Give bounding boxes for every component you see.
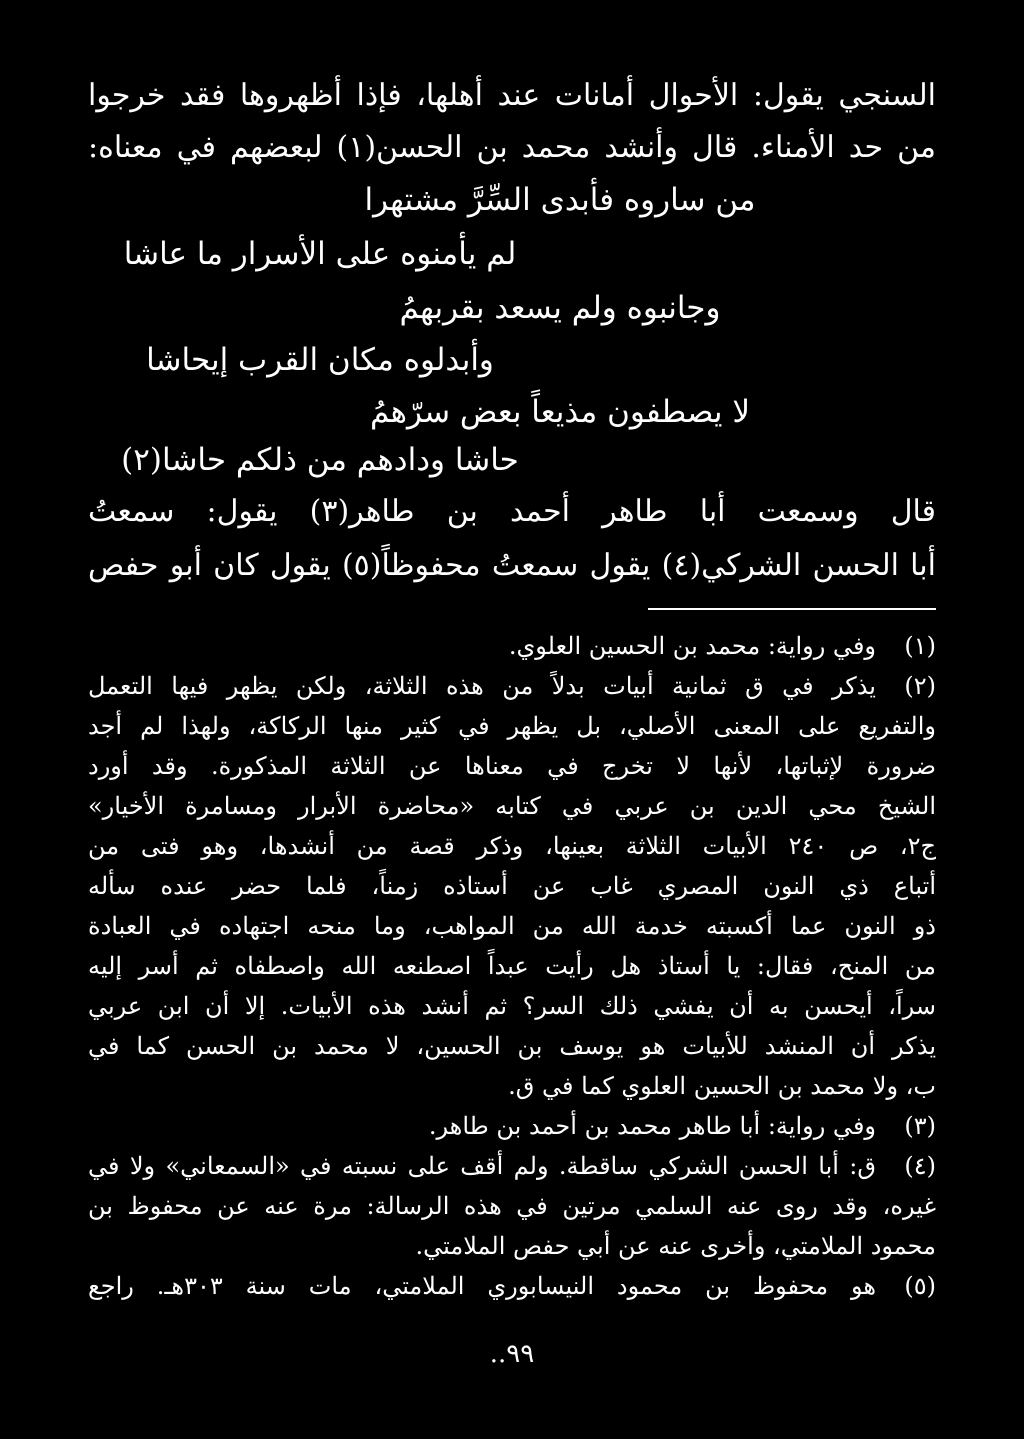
footnote-line: يذكر أن المنشد للأبيات هو يوسف بن الحسين، لا محمد بن الحسن كما في [88,1032,936,1060]
footnote-line: وفي رواية: أبا طاهر محمد بن أحمد بن طاهر. [428,1112,876,1140]
footnote-number: (١) [904,632,936,660]
footnote-line: يذكر في ق ثمانية أبيات بدلاً من هذه الثلاثة، ولكن يظهر فيها التعمل [88,672,876,700]
footnote-line: ق: أبا الحسن الشركي ساقطة. ولم أقف على نسبته في «السمعاني» ولا في [88,1152,876,1180]
verse-hemistich: وجانبوه ولم يسعد بقربهمُ [399,290,721,326]
footnote-line: والتفريع على المعنى الأصلي، بل يظهر في كثير منها الركاكة، ولهذا لم أجد [88,712,936,740]
body-line: أبا الحسن الشركي(٤) يقول سمعتُ محفوظاً(٥) يقول كان أبو حفص [88,548,936,583]
footnote-line: أتباع ذي النون المصري غاب عن أستاذه زمناً، فلما حضر عنده سأله [88,872,936,900]
footnote-line: ذو النون عما أكسبته خدمة الله من المواهب، وما منحه اجتهاده في العبادة [88,912,936,940]
verse-hemistich: لا يصطفون مذيعاً بعض سرّهمُ [369,394,751,430]
verse-hemistich: لم يأمنوه على الأسرار ما عاشا [123,236,517,272]
footnote-number: (٤) [904,1152,936,1180]
body-line: السنجي يقول: الأحوال أمانات عند أهلها، فإذا أظهروها فقد خرجوا [88,78,936,113]
verse-hemistich: حاشا ودادهم من ذلكم حاشا(٢) [121,442,519,478]
verse-hemistich: من ساروه فأبدى السِّرَّ مشتهرا [364,182,756,218]
footnote-line: هو محفوظ بن محمود النيسابوري الملامتي، مات سنة ٣٠٣هـ. راجع [88,1272,876,1300]
footnote-line: غيره، وقد روى عنه السلمي مرتين في هذه الرسالة: مرة عنه عن محفوظ بن [88,1192,936,1220]
footnote-line: من المنح، فقال: يا أستاذ هل رأيت عبداً اصطنعه الله واصطفاه ثم أسر إليه [88,952,936,980]
footnote-line: ضرورة لإثباتها، لأنها لا تخرج في معناها عن الثلاثة المذكورة. وقد أورد [88,752,936,780]
footnote-line: ج٢، ص ٢٤٠ الأبيات الثلاثة بعينها، وذكر قصة من أنشدها، وهو فتى من [88,832,936,860]
verse-hemistich: وأبدلوه مكان القرب إيحاشا [146,342,494,378]
page-number: ٩٩.. [489,1339,535,1369]
footnote-line: ب، ولا محمد بن الحسين العلوي كما في ق. [508,1072,936,1100]
footnote-line: وفي رواية: محمد بن الحسين العلوي. [508,632,876,660]
footnote-line: الشيخ محي الدين بن عربي في كتابه «محاضرة الأبرار ومسامرة الأخيار» [88,792,936,820]
footnote-line: سراً، أيحسن به أن يفشي ذلك السر؟ ثم أنشد هذه الأبيات. إلا أن ابن عربي [88,992,936,1020]
footnote-line: محمود الملامتي، وأخرى عنه عن أبي حفص الملامتي. [415,1232,936,1260]
body-line: قال وسمعت أبا طاهر أحمد بن طاهر(٣) يقول: سمعتُ [88,494,936,529]
footnote-separator [648,608,936,610]
body-line: من حد الأمناء. قال وأنشد محمد بن الحسن(١) لبعضهم في معناه: [88,130,936,165]
footnote-number: (٢) [904,672,936,700]
footnote-number: (٥) [904,1272,936,1300]
footnote-number: (٣) [904,1112,936,1140]
